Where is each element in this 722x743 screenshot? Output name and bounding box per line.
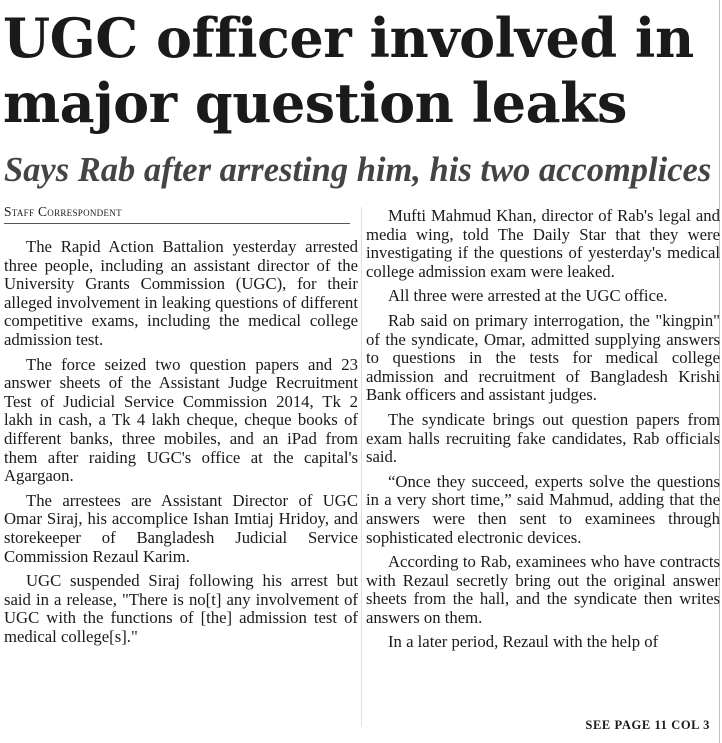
paragraph: The Rapid Action Battalion yesterday arrested three people, including an assistant director of the University Grants Commission (UGC), for their alleged involvement in leaking questions of different competitive exams, including the medical college admission test. bbox=[4, 237, 358, 349]
article-column-right bbox=[366, 207, 720, 658]
headline-line-2: major question leaks bbox=[3, 71, 627, 135]
byline: Staff Correspondent bbox=[4, 204, 350, 224]
paragraph: Rab said on primary interrogation, the "kingpin" of the syndicate, Omar, admitted supplying answers to questions in the tests for medical college admission and recruitment of Bangladesh Krishi Bank officers and assistant judges. bbox=[366, 310, 720, 405]
paragraph: In a later period, Rezaul with the help of bbox=[388, 632, 659, 652]
paragraph: The force seized two question papers and 23 answer sheets of the Assistant Judge Recruitment Test of Judicial Service Commission 2014, Tk 2 lakh in cash, a Tk 4 lakh cheque, cheque books of different banks, three mobiles, and an iPad from them after raiding UGC's office at the capital's Agargaon. bbox=[4, 354, 358, 486]
paragraph: According to Rab, examinees who have contracts with Rezaul secretly bring out the original answer sheets from the hall, and the syndicate then writes answers on them. bbox=[366, 552, 720, 627]
paragraph: “Once they succeed, experts solve the questions in a very short time,” said Mahmud, adding that the answers were then sent to examinees through sophisticated electronic devices. bbox=[366, 471, 720, 547]
column-gutter bbox=[361, 207, 362, 727]
paragraph: Mufti Mahmud Khan, director of Rab's legal and media wing, told The Daily Star that they were investigating if the questions of yesterday's medical college admission exam were leaked. bbox=[366, 206, 720, 281]
headline bbox=[3, 6, 715, 136]
continued-jump-line: SEE PAGE 11 COL 3 bbox=[585, 718, 710, 732]
paragraph: The arrestees are Assistant Director of UGC Omar Siraj, his accomplice Ishan Imtiaj Hridoy, and storekeeper of Bangladesh Judicial Service Commission Rezaul Karim. bbox=[4, 490, 358, 566]
paragraph: UGC suspended Siraj following his arrest but said in a release, "There is no[t] any involvement of UGC with the functions of [the] admission test of medical college[s]." bbox=[4, 571, 358, 646]
subheadline: Says Rab after arresting him, his two accomplices bbox=[4, 151, 712, 189]
paragraph: The syndicate brings out question papers from exam halls recruiting fake candidates, Rab officials said. bbox=[366, 409, 720, 467]
headline-line-1: UGC officer involved in bbox=[3, 6, 694, 70]
article-column-left bbox=[4, 204, 358, 652]
paragraph: All three were arrested at the UGC office. bbox=[388, 286, 668, 306]
